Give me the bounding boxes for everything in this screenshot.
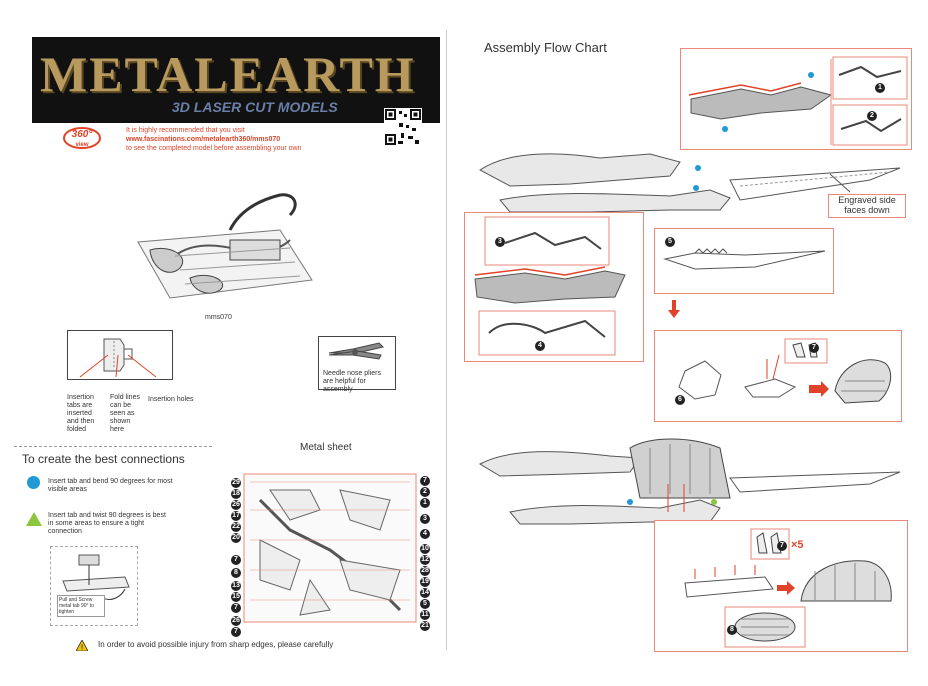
step-1-2-box (680, 48, 912, 150)
part-number: 7 (231, 555, 241, 565)
part-number: 20 (232, 534, 240, 541)
warning-text: In order to avoid possible injury from sharp edges, please carefully (98, 640, 334, 649)
part-number: 1 (420, 498, 430, 508)
part-number: 15 (232, 593, 240, 600)
part-number: 18 (232, 490, 240, 497)
step-number: 6 (675, 395, 685, 405)
arrow-down-icon (668, 300, 680, 318)
best-connections-title: To create the best connections (22, 452, 185, 466)
step-5-box (654, 228, 834, 294)
sheet-numbers-left (231, 478, 243, 637)
twist-diagram (50, 546, 138, 626)
model-code: mms070 (205, 314, 232, 321)
metal-sheet-label: Metal sheet (300, 442, 352, 453)
recommend-text (126, 126, 386, 153)
label-insertion-tabs: Insertion tabs are inserted and then folded (67, 394, 95, 433)
svg-text:360°: 360° (71, 129, 93, 140)
brand-logo: METALEARTH (40, 46, 416, 102)
divider (14, 446, 212, 447)
tip-blue: Insert tab and bend 90 degrees for most visible areas (48, 478, 173, 493)
part-number: 14 (421, 589, 429, 596)
engraved-note: Engraved side faces down (828, 194, 906, 218)
brand-subtitle: 3D LASER CUT MODELS (172, 99, 338, 115)
metal-sheet-image (230, 470, 432, 626)
part-number: 3 (420, 514, 430, 524)
brand-banner (32, 37, 440, 123)
blue-dot-icon (27, 476, 40, 489)
part-number: 12 (421, 556, 429, 563)
step-number: 3 (495, 237, 505, 247)
warning-icon (76, 640, 88, 651)
pliers-note: Needle nose pliers are helpful for assembly (323, 370, 381, 393)
part-number: 2 (420, 487, 430, 497)
part-number: 26 (232, 501, 240, 508)
step-number: 2 (867, 111, 877, 121)
step-number: 1 (875, 83, 885, 93)
part-number: 28 (421, 567, 429, 574)
part-number: 22 (232, 523, 240, 530)
step-number: 5 (665, 237, 675, 247)
sheet-numbers-right (420, 476, 432, 631)
recommend-line: It is highly recommended that you visit (126, 127, 245, 134)
insertion-diagram (67, 330, 173, 380)
part-number: 10 (421, 545, 429, 552)
pull-screw-note: Pull and Screw metal tab 90° to tighten (57, 595, 105, 617)
page-gutter (446, 30, 447, 650)
flow-chart-title: Assembly Flow Chart (484, 40, 607, 55)
part-number: 13 (232, 582, 240, 589)
step-number: 7 (809, 343, 819, 353)
step-3-4-box (464, 212, 644, 362)
label-fold-lines: Fold lines can be seen as shown here (110, 394, 140, 433)
label-insertion-holes: Insertion holes (148, 396, 194, 403)
recommend-line: to see the completed model before assembling your own (126, 145, 302, 152)
pliers-box (318, 336, 396, 393)
step-number: 7 (777, 541, 787, 551)
part-number: 4 (420, 529, 430, 539)
part-number: 8 (231, 568, 241, 578)
qr-code-icon[interactable] (384, 108, 422, 146)
part-number: 19 (421, 578, 429, 585)
part-number: 29 (232, 479, 240, 486)
part-number: 26 (232, 617, 240, 624)
part-number: 21 (421, 622, 429, 629)
part-number: 7 (231, 627, 241, 637)
part-number: 17 (232, 512, 240, 519)
tip-green: Insert tab and twist 90 degrees is best in some areas to ensure a tight connection (48, 512, 166, 535)
step-number: 4 (535, 341, 545, 351)
part-number: 7 (231, 603, 241, 613)
svg-text:!: ! (80, 644, 84, 651)
step-8-box (654, 520, 908, 652)
part-number: 7 (420, 476, 430, 486)
times-five: ×5 (791, 539, 804, 551)
pliers-icon (319, 337, 395, 365)
part-number: 11 (421, 611, 429, 618)
svg-text:view: view (75, 142, 89, 148)
scorpion-model-image (130, 190, 320, 310)
part-number: 5 (420, 599, 430, 609)
green-triangle-icon (26, 512, 42, 526)
step-6-7-box (654, 330, 902, 422)
step-number: 8 (727, 625, 737, 635)
view-360-icon[interactable] (62, 125, 102, 151)
recommend-url[interactable]: www.fascinations.com/metalearth360/mms070 (126, 136, 281, 143)
